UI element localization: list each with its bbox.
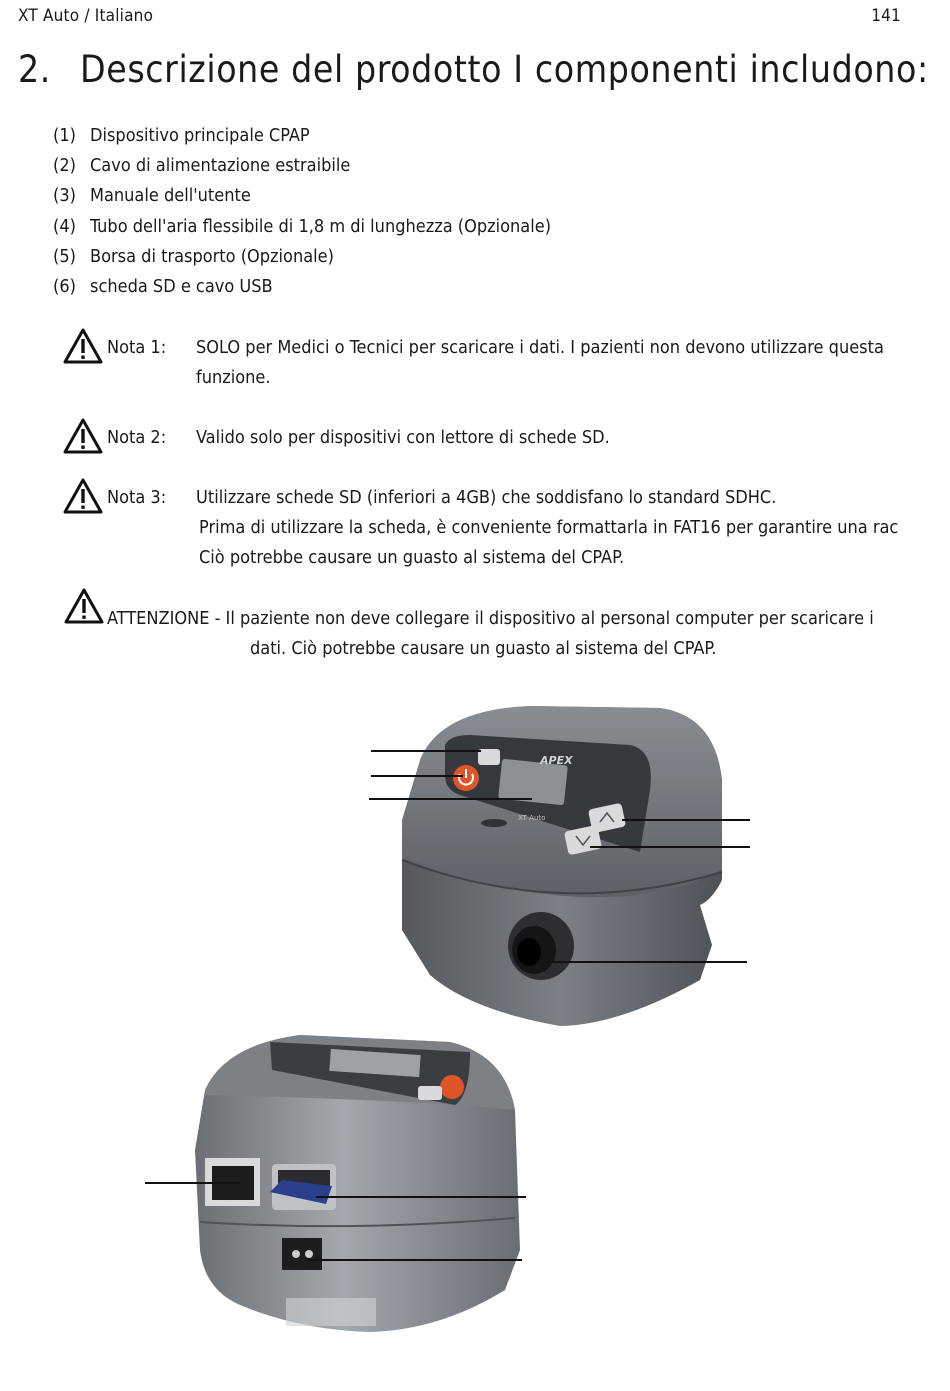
note-text: Ciò potrebbe causare un guasto al sistema del CPAP. — [199, 547, 625, 568]
callout-line — [369, 798, 532, 800]
note-text: SOLO per Medici o Tecnici per scaricare i dati. I pazienti non devono utilizzare questa — [196, 337, 884, 358]
list-item: (3) Manuale dell'utente — [53, 185, 251, 207]
callout-line — [590, 846, 750, 848]
callout-line — [145, 1182, 240, 1184]
header-title: XT Auto / Italiano — [18, 6, 154, 26]
note-text: Valido solo per dispositivi con lettore di schede SD. — [196, 427, 610, 448]
brand-logo: APEX — [540, 754, 573, 767]
note-label: Nota 3: — [107, 487, 167, 508]
note-text: Utilizzare schede SD (inferiori a 4GB) che soddisfano lo standard SDHC. — [196, 487, 777, 508]
callout-line — [316, 1196, 526, 1198]
list-item: (2) Cavo di alimentazione estraibile — [53, 155, 351, 177]
attention-text: dati. Ciò potrebbe causare un guasto al sistema del CPAP. — [250, 638, 717, 659]
list-item: (6) scheda SD e cavo USB — [53, 275, 273, 297]
power-socket — [282, 1238, 322, 1270]
model-label: XT Auto — [518, 814, 546, 822]
page-number: 141 — [871, 6, 901, 26]
list-item: (1) Dispositivo principale CPAP — [53, 125, 310, 146]
callout-line — [308, 1259, 522, 1261]
list-item: (5) Borsa di trasporto (Opzionale) — [53, 245, 334, 267]
callout-line — [371, 750, 481, 752]
menu-button — [478, 749, 500, 765]
list-item: (4) Tubo dell'aria flessibile di 1,8 m di lunghezza (Opzionale) — [53, 215, 552, 237]
section-title: Descrizione del prodotto I componenti includono: — [80, 48, 929, 91]
section-number: 2. — [18, 48, 51, 91]
attention-text: ATTENZIONE - Il paziente non deve collegare il dispositivo al personal computer per scaricare i — [107, 608, 874, 629]
callout-line — [371, 775, 463, 777]
callout-line — [546, 961, 747, 963]
note-label: Nota 1: — [107, 337, 167, 358]
note-label: Nota 2: — [107, 427, 167, 448]
callout-line — [622, 819, 750, 821]
note-text: funzione. — [196, 367, 271, 388]
note-text: Prima di utilizzare la scheda, è conveniente formattarla in FAT16 per garantire una rac — [199, 517, 899, 538]
